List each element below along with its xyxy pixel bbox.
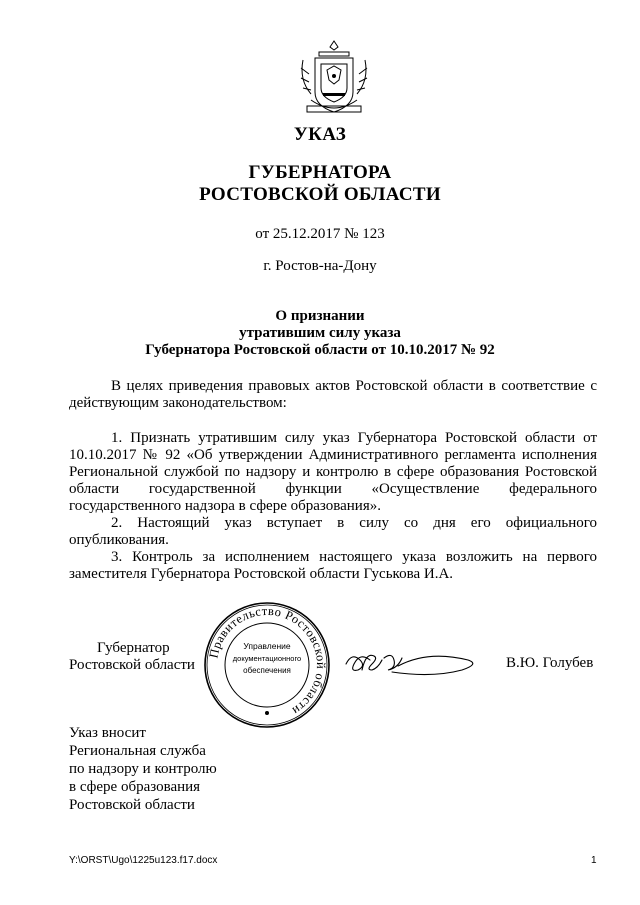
signatory-position-line1: Губернатор bbox=[97, 640, 170, 656]
item-1-paragraph: 1. Признать утратившим силу указ Губернатора Ростовской области от 10.10.2017 № 92 «Об утверждении Административного регламента исполнения Региональной службой по надзору и контролю в сфере образования Ростовской области государственной функции «Осуществление федерального государственного надзора в сфере образования». bbox=[69, 430, 597, 514]
submitted-by-line2: Региональная служба bbox=[69, 743, 206, 759]
submitted-by-line5: Ростовской области bbox=[69, 797, 195, 813]
stamp-inner-line3: обеспечения bbox=[243, 666, 291, 675]
official-stamp bbox=[203, 601, 331, 729]
signatory-position bbox=[69, 640, 195, 674]
item-3-paragraph: 3. Контроль за исполнением настоящего указа возложить на первого заместителя Губернатора Ростовской области Гуськова И.А. bbox=[69, 549, 597, 582]
stamp-inner-line2: документационного bbox=[232, 654, 302, 663]
item-2-paragraph: 2. Настоящий указ вступает в силу со дня его официального опубликования. bbox=[69, 515, 597, 548]
submitted-by-block bbox=[69, 724, 217, 814]
preamble-paragraph: В целях приведения правовых актов Ростовской области в соответствие с действующим законодательством: bbox=[69, 378, 597, 411]
signatory-position-line2: Ростовской области bbox=[69, 657, 195, 673]
footer-file-path: Y:\ORST\Ugo\1225u123.f17.docx bbox=[69, 855, 218, 866]
submitted-by-line1: Указ вносит bbox=[69, 725, 146, 741]
document-date-number: от 25.12.2017 № 123 bbox=[255, 226, 385, 242]
subject-line1: О признании bbox=[275, 308, 365, 324]
stamp-inner-line1: Управление bbox=[243, 641, 291, 651]
handwritten-signature bbox=[338, 640, 488, 680]
submitted-by-line4: в сфере образования bbox=[69, 779, 201, 795]
coat-of-arms-emblem bbox=[297, 38, 371, 120]
signatory-name: В.Ю. Голубев bbox=[506, 655, 594, 671]
issuer-title-line1: ГУБЕРНАТОРА bbox=[248, 162, 392, 183]
document-type-title: УКАЗ bbox=[293, 124, 347, 145]
stamp-ring-text: Правительство Ростовской области bbox=[206, 603, 329, 719]
subject-line3: Губернатора Ростовской области от 10.10.2017 № 92 bbox=[145, 342, 495, 358]
document-city: г. Ростов-на-Дону bbox=[263, 258, 377, 274]
issuer-title-line2: РОСТОВСКОЙ ОБЛАСТИ bbox=[199, 184, 441, 205]
subject-line2: утратившим силу указа bbox=[239, 325, 401, 341]
page-number: 1 bbox=[591, 855, 597, 866]
submitted-by-line3: по надзору и контролю bbox=[69, 761, 217, 777]
